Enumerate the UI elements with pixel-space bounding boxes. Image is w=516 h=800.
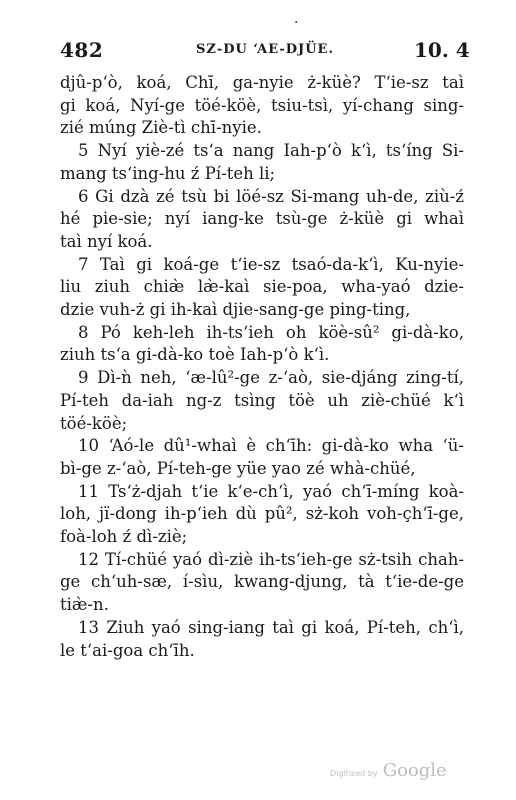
text-line: ge chʻuh-sæ, í-sìu, kwang-djung, tà tʻie-de-ge — [60, 572, 464, 592]
page-header — [0, 38, 516, 66]
text-line: 8 Pó keh-leh ih-tsʻieh oh köè-sû² gi-dà-ko, — [78, 322, 464, 342]
text-line: Pí-teh da-iah ng-z tsìng töè uh ziè-chüé kʻì — [60, 390, 464, 410]
text-line: 10 ʻAó-le dû¹-whaì è chʻīh: gi-dà-ko wha ʻü- — [78, 436, 464, 456]
scripture-text — [60, 72, 464, 662]
text-line: 5 Nyí yiè-zé tsʻa nang Iah-p‘ò kʻì, tsʻíng Si- — [78, 141, 464, 161]
text-line: bì-ge z-ʻaò, Pí-teh-ge yüe yao zé whà-chüé, — [60, 458, 416, 478]
printer-mark: · — [294, 15, 299, 31]
digitization-watermark — [330, 760, 447, 781]
text-line: hé pie-sie; nyí iang-ke tsù-ge ż-küè gi whaì — [60, 209, 464, 229]
text-line: zié múng Ziè-tì chī-nyie. — [60, 118, 262, 138]
google-logo: Google — [382, 760, 447, 781]
text-line: 13 Ziuh yaó sing-iang taì gi koá, Pí-teh, chʻì, — [78, 617, 464, 637]
chapter-verse-reference: 10. 4 — [414, 38, 470, 62]
text-line: ziuh tsʻa gi-dà-ko toè Iah-p‘ò kʻì. — [60, 345, 330, 365]
text-line: loh, jï-dong ih-p‘ieh dù pû², sż-koh voh-çh‘ī-ge, — [60, 504, 464, 524]
text-line: 6 Gi dzà zé tsù bi löé-sz Si-mang uh-de, ziù-ź — [78, 186, 464, 206]
running-title: SZ-DU ʻAE-DJÜE. — [196, 42, 334, 57]
text-line: dzie vuh-ż gi ih-kaì djie-sang-ge ping-ting, — [60, 300, 411, 320]
text-line: töé-köè; — [60, 413, 128, 433]
text-line: 11 Tsʻż-djah tʻie kʻe-chʻì, yaó chʻī-míng koà- — [78, 481, 464, 501]
text-line: taì nyí koá. — [60, 231, 153, 251]
text-line: gi koá, Nyí-ge töé-köè, tsiu-tsì, yí-chang sing- — [60, 95, 464, 115]
text-line: 7 Taì gi koá-ge tʻie-sz tsaó-da-kʻì, Ku-nyie- — [78, 254, 464, 274]
text-line: foà-loh ź dì-ziè; — [60, 527, 188, 547]
text-line: 9 Dì-ǹ neh, ʻæ-lû²-ge z-ʻaò, sie-djáng zing-tí, — [78, 368, 464, 388]
text-line: tiæ̀-n. — [60, 595, 109, 615]
text-line: 12 Tí-chüé yaó dì-ziè ih-tsʻieh-ge sż-tsih chah- — [78, 549, 464, 569]
page-number: 482 — [60, 38, 104, 62]
watermark-prefix: Digitized by — [330, 769, 378, 778]
text-line: djû-p‘ò, koá, Chī, ga-nyie ż-küè? Tʻie-sz taì — [60, 73, 464, 92]
text-line: liu ziuh chiæ̀ læ̀-kaì sie-poa, wha-yaó dzie- — [60, 277, 464, 297]
text-line: mang tsʻing-hu ź Pí-teh li; — [60, 163, 276, 183]
text-line: le tʻai-goa chʻīh. — [60, 640, 195, 660]
